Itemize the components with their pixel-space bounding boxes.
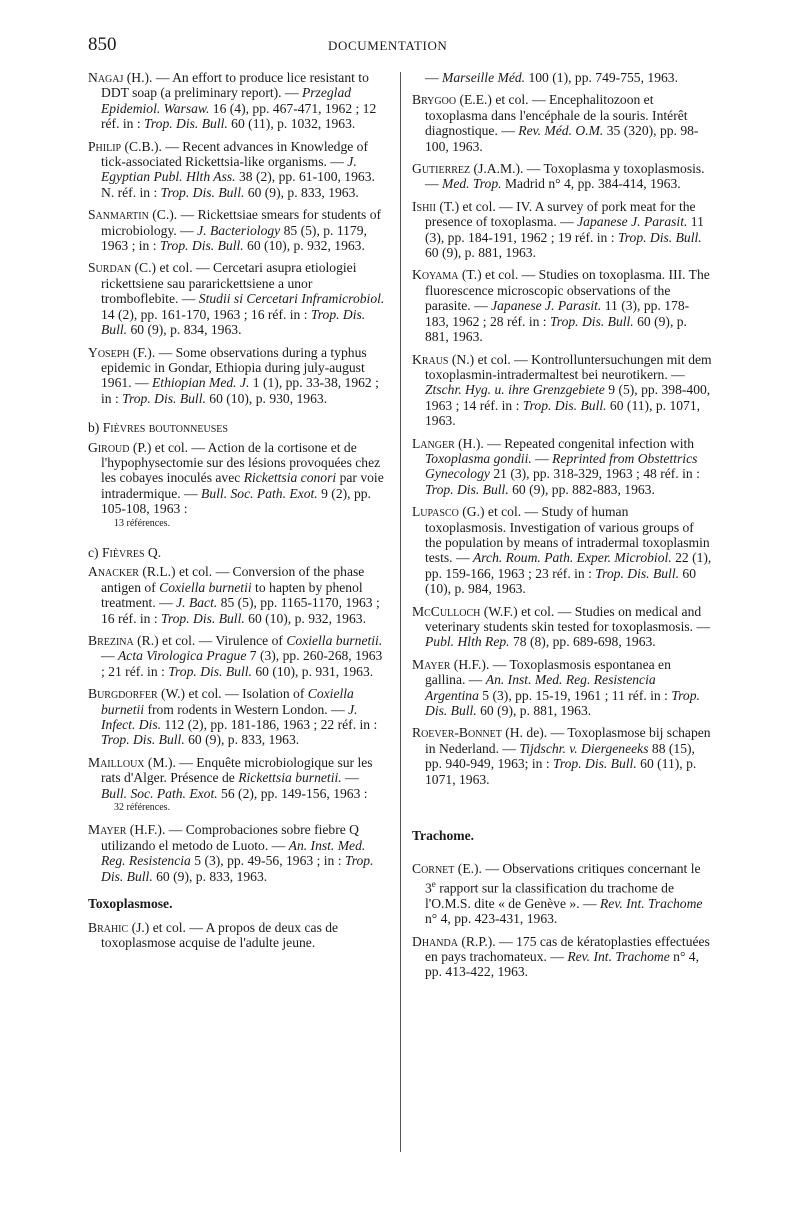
journal: Trop. Dis. Bull. — [101, 853, 374, 884]
entry-text: 60 (9), p. 834, 1963. — [127, 322, 242, 338]
entry-text: (F.). — Some observations during a typhus epidemic in Gondar, Ethiopia during july-august 1961. — — [101, 344, 367, 391]
entry-text: 60 (11), p. 1071, 1963. — [425, 397, 701, 429]
bib-entry — [412, 92, 712, 154]
author: Brygoo — [412, 92, 457, 108]
bib-entry — [412, 199, 712, 261]
entry-text: 112 (2), pp. 181-186, 1963 ; 22 réf. in : — [161, 717, 378, 733]
page-header — [88, 34, 763, 58]
entry-text: (H.F.). — Comprobaciones sobre fiebre Q utilizando el metodo de Luoto. — — [101, 822, 359, 853]
bib-entry — [88, 207, 388, 253]
entry-text: (R.L.) et col. — Conversion of the phase antigen of — [101, 564, 365, 595]
journal: Arch. Roum. Path. Exper. Microbiol. — [472, 550, 672, 566]
entry-text: (R.) et col. — Virulence of — [133, 633, 287, 648]
bib-entry — [88, 70, 388, 132]
entry-text: 88 (15), pp. 940-949, 1963; in : — [425, 740, 695, 772]
author: Koyama — [412, 267, 459, 283]
journal: Trop. Dis. Bull. — [595, 565, 680, 581]
section-title: Fièvres Q. — [101, 544, 162, 560]
journal: Tijdschr. v. Diergeneeks — [519, 740, 649, 756]
entry-text: (C.). — Rickettsiae smears for students of microbiology. — — [101, 207, 382, 238]
author: Roever-Bonnet — [412, 725, 502, 741]
author: Brezina — [88, 633, 134, 648]
journal: Japanese J. Parasit. — [577, 214, 688, 230]
entry-text: — — [101, 648, 118, 664]
entry-text: 9 (5), pp. 398-400, 1963 ; 14 réf. in : — [425, 382, 711, 413]
right-column — [412, 70, 712, 987]
entry-text: (W.) et col. — Isolation of — [157, 686, 308, 702]
author: Giroud — [88, 439, 130, 455]
journal: J. Egyptian Publ. Hlth Ass. — [101, 154, 357, 185]
journal: Marseille Méd. — [442, 70, 526, 85]
entry-text: 85 (5), p. 1179, 1963 ; in : — [101, 222, 367, 254]
entry-text: (P.) et col. — Action de la cortisone et de l'hypophysectomie sur des lésions provoquées chez les cobayes inoculés avec — [101, 439, 381, 486]
entry-text: Madrid n° 4, pp. 384-414, 1963. — [501, 176, 681, 192]
entry-text: 9 (2), pp. 105-108, 1963 : — [101, 485, 371, 517]
journal: Trop. Dis. Bull. — [160, 184, 245, 200]
entry-text: 16 (4), pp. 467-471, 1962 ; 12 réf. in : — [101, 100, 377, 132]
entry-text: (H. de). — Toxoplasmose bij schapen in Nederland. — — [425, 725, 711, 756]
journal: Trop. Dis. Bull. — [617, 229, 702, 245]
entry-text: n° 4, pp. 413-422, 1963. — [425, 949, 699, 980]
author: Sanmartin — [88, 207, 149, 223]
journal: J. Bacteriology — [197, 222, 281, 238]
entry-text: 11 (3), pp. 178-183, 1962 ; 28 réf. in : — [425, 298, 690, 329]
bib-entry — [412, 861, 712, 926]
spacer — [412, 794, 712, 816]
journal: Reprinted from Obstettrics Gynecology — [425, 450, 698, 482]
journal: An. Inst. Med. Reg. Resistencia — [101, 837, 366, 869]
entry-text: 60 (9), p. 833, 1963. — [244, 184, 359, 200]
bib-entry — [412, 267, 712, 344]
section-heading: Toxoplasmose. — [88, 896, 173, 912]
journal: Rev. Int. Trachome — [567, 949, 670, 965]
entry-text: 85 (5), pp. 1165-1170, 1963 ; 16 réf. in : — [101, 595, 380, 626]
journal: J. Bact. — [176, 595, 218, 611]
entry-text: 5 (3), pp. 15-19, 1961 ; 11 réf. in : — [478, 687, 672, 703]
entry-text: 21 (3), pp. 318-329, 1963 ; 48 réf. in : — [489, 466, 700, 482]
author: Lupasco — [412, 504, 459, 520]
entry-text: 60 (10), p. 932, 1963. — [243, 238, 365, 254]
bib-entry — [88, 564, 388, 626]
entry-text: 60 (10), p. 932, 1963. — [244, 610, 366, 626]
author: Anacker — [88, 564, 139, 580]
entry-text: 5 (3), pp. 49-56, 1963 ; in : — [190, 853, 345, 869]
bib-entry — [88, 755, 388, 816]
entry-text: (E.). — Observations critiques concernant le 3 — [425, 861, 701, 896]
journal: Trop. Dis. Bull. — [122, 390, 206, 406]
entry-text: (T.) et col. — IV. A survey of pork meat for the presence of toxoplasma. — — [425, 198, 696, 230]
author: Philip — [88, 138, 122, 154]
entry-text: par voie intradermique. — — [101, 470, 384, 501]
entry-text: 78 (8), pp. 689-698, 1963. — [509, 634, 656, 650]
entry-text: 60 (9), p. 881, 1963. — [476, 703, 592, 719]
entry-text: 60 (10), p. 931, 1963. — [251, 663, 374, 679]
entry-text: 11 (3), pp. 184-191, 1962 ; 19 réf. in : — [425, 214, 704, 245]
entry-text: — — [341, 770, 359, 786]
journal: Bull. Soc. Path. Exot. — [201, 485, 318, 501]
entry-text: (N.) et col. — Kontrolluntersuchungen mit dem toxoplasmin-intradermaltest bei neurotikern. — — [425, 351, 712, 382]
entry-text: 7 (3), pp. 260-268, 1963 ; 21 réf. in : — [101, 648, 383, 679]
entry-text: 60 (10), p. 930, 1963. — [205, 390, 328, 406]
author: Burgdorfer — [88, 686, 158, 702]
journal: Rev. Int. Trachome — [600, 895, 703, 911]
entry-text: (H.). — An effort to produce lice resistant to DDT soap (a preliminary report). — — [101, 70, 369, 101]
journal: Acta Virologica Prague — [118, 648, 247, 664]
bib-entry — [88, 920, 388, 951]
entry-text: (J.) et col. — A propos de deux cas de toxoplasmose acquise de l'adulte jeune. — [101, 919, 339, 950]
entry-text: (W.F.) et col. — Studies on medical and veterinary students skin tested for toxoplasmosis. — — [425, 603, 711, 634]
entry-text: 60 (9), p. 833, 1963. — [152, 868, 268, 884]
journal: Rev. Méd. O.M. — [518, 123, 604, 139]
bib-entry — [412, 436, 712, 498]
entry-text: 38 (2), pp. 61-100, 1963. N. réf. in : — [101, 169, 375, 200]
entry-text: (M.). — Enquête microbiologique sur les rats d'Alger. Présence de — [101, 754, 373, 786]
reference-count: 13 références. — [114, 517, 171, 529]
left-column — [88, 70, 388, 957]
entry-text: — — [425, 70, 442, 85]
bib-entry — [412, 725, 712, 787]
bib-entry-continued — [412, 70, 712, 85]
journal: Rickettsia conori — [243, 470, 337, 486]
section-title: Fièvres boutonneuses — [102, 420, 228, 436]
entry-text: from rodents in Western London. — — [144, 701, 349, 717]
reference-count: 32 références. — [114, 802, 171, 814]
entry-text: 60 (9), p. 881, 1963. — [425, 313, 687, 345]
author: Mailloux — [88, 754, 145, 770]
entry-text: (T.) et col. — Studies on toxoplasma. III. The fluorescence microscopic observations of the parasite. — — [425, 267, 710, 314]
spacer — [412, 851, 712, 861]
journal: Coxiella burnetii. — [286, 633, 383, 648]
entry-text: 60 (9), p. 881, 1963. — [425, 245, 537, 261]
section-heading — [88, 420, 388, 435]
journal: Trop. Dis. Bull. — [101, 306, 366, 338]
journal: Med. Trop. — [442, 176, 502, 192]
author: McCulloch — [412, 603, 481, 619]
entry-text: (J.A.M.). — Toxoplasma y toxoplasmosis. — — [425, 161, 705, 192]
superscript: e — [431, 878, 436, 889]
journal: An. Inst. Med. Reg. Resistencia Argentina — [425, 672, 656, 703]
entry-text: 35 (320), pp. 98-100, 1963. — [425, 123, 699, 154]
author: Nagaj — [88, 70, 124, 85]
entry-text: n° 4, pp. 423-431, 1963. — [425, 911, 558, 927]
journal: Toxoplasma gondii. — [425, 450, 532, 466]
journal: Trop. Dis. Bull. — [425, 481, 509, 497]
entry-text: rapport sur la classification du trachome de l'O.M.S. dite « de Genève ». — — [425, 880, 674, 911]
entry-text: (R.P.). — 175 cas de kératoplasties effectuées en pays trachomateux. — — [425, 933, 710, 965]
author: Cornet — [412, 861, 455, 877]
author: Ishii — [412, 198, 436, 214]
author: Brahic — [88, 919, 129, 935]
bib-entry — [88, 822, 388, 884]
entry-text: to hapten by phenol treatment. — — [101, 579, 363, 611]
entry-text: (H.F.). — Toxoplasmosis espontanea en gallina. — — [425, 656, 671, 688]
journal: Przeglad Epidemiol. Warsaw. — [101, 85, 352, 116]
author: Surdan — [88, 260, 132, 276]
bib-entry — [88, 345, 388, 407]
journal: Trop. Dis. Bull. — [161, 610, 245, 626]
journal: Trop. Dis. Bull. — [553, 756, 637, 772]
entry-text: 100 (1), pp. 749-755, 1963. — [525, 70, 678, 85]
journal: Rickettsia burnetii. — [238, 770, 342, 786]
entry-text: (C.B.). — Recent advances in Knowledge of tick-associated Rickettsia-like organisms. — — [101, 138, 369, 170]
journal: Bull. Soc. Path. Exot. — [101, 785, 218, 801]
entry-text: 60 (10), p. 984, 1963. — [425, 565, 697, 597]
author: Langer — [412, 435, 455, 451]
journal: Trop. Dis. Bull. — [425, 687, 700, 719]
section-prefix: c) — [88, 544, 102, 560]
author: Mayer — [412, 656, 451, 672]
entry-text: (C.) et col. — Cercetari asupra etiologiei rickettsiene sau pararickettsiene a unor tromboflebite. — — [101, 260, 357, 307]
bib-entry — [88, 260, 388, 337]
journal: Coxiella burnetii — [101, 686, 354, 717]
journal: Coxiella burnetii — [159, 579, 252, 595]
running-title: DOCUMENTATION — [328, 38, 448, 53]
bib-entry — [412, 934, 712, 980]
journal: Publ. Hlth Rep. — [425, 634, 510, 650]
section-prefix: b) — [88, 420, 103, 436]
bib-entry — [88, 139, 388, 201]
entry-text: (G.) et col. — Study of human toxoplasmosis. Investigation of various groups of the population by means of intradermal toxoplasmin tests. — — [425, 504, 710, 566]
section-heading: Trachome. — [412, 828, 475, 844]
entry-text: 56 (2), pp. 149-156, 1963 : — [217, 785, 368, 801]
bib-entry — [412, 504, 712, 596]
page-number: 850 — [88, 34, 117, 55]
bib-entry — [412, 161, 712, 192]
journal: Trop. Dis. Bull. — [168, 663, 252, 679]
entry-text: 14 (2), pp. 161-170, 1963 ; 16 réf. in : — [101, 306, 311, 322]
bib-entry — [412, 604, 712, 650]
journal: Japanese J. Parasit. — [491, 298, 602, 314]
journal: Trop. Dis. Bull. — [101, 732, 185, 748]
journal: Ztschr. Hyg. u. ihre Grenzgebiete — [425, 382, 605, 398]
column-divider — [400, 72, 401, 1152]
journal: Trop. Dis. Bull. — [549, 313, 634, 329]
bib-entry — [412, 352, 712, 429]
journal: Trop. Dis. Bull. — [522, 397, 607, 413]
journal: Ethiopian Med. J. — [151, 375, 250, 391]
author: Gutierrez — [412, 161, 471, 177]
bib-entry — [88, 686, 388, 748]
bib-entry — [88, 633, 388, 679]
journal: Trop. Dis. Bull. — [159, 238, 244, 254]
author: Kraus — [412, 351, 449, 367]
bib-entry — [412, 657, 712, 719]
journal: J. Infect. Dis. — [101, 701, 358, 733]
entry-text: (E.E.) et col. — Encephalitozoon et toxoplasma dans l'encéphale de la souris. Intérêt diagnostique. — — [425, 92, 688, 139]
entry-text: 60 (11), p. 1071, 1963. — [425, 756, 697, 787]
journal: Studii si Cercetari Inframicrobiol. — [198, 291, 385, 307]
entry-text: 60 (11), p. 1032, 1963. — [227, 116, 356, 132]
entry-text: 22 (1), pp. 159-166, 1963 ; 23 réf. in : — [425, 550, 712, 581]
entry-text: — — [531, 450, 553, 466]
entry-text: (H.). — Repeated congenital infection with — [454, 435, 695, 451]
entry-text: 60 (9), pp. 882-883, 1963. — [508, 481, 655, 497]
author: Mayer — [88, 822, 127, 838]
author: Yoseph — [88, 344, 130, 360]
entry-text: 60 (9), p. 833, 1963. — [184, 732, 300, 748]
bib-entry — [88, 440, 388, 531]
section-heading — [88, 545, 388, 560]
entry-text: 1 (1), pp. 33-38, 1962 ; in : — [101, 375, 379, 406]
journal: Trop. Dis. Bull. — [144, 116, 228, 132]
author: Dhanda — [412, 933, 458, 949]
